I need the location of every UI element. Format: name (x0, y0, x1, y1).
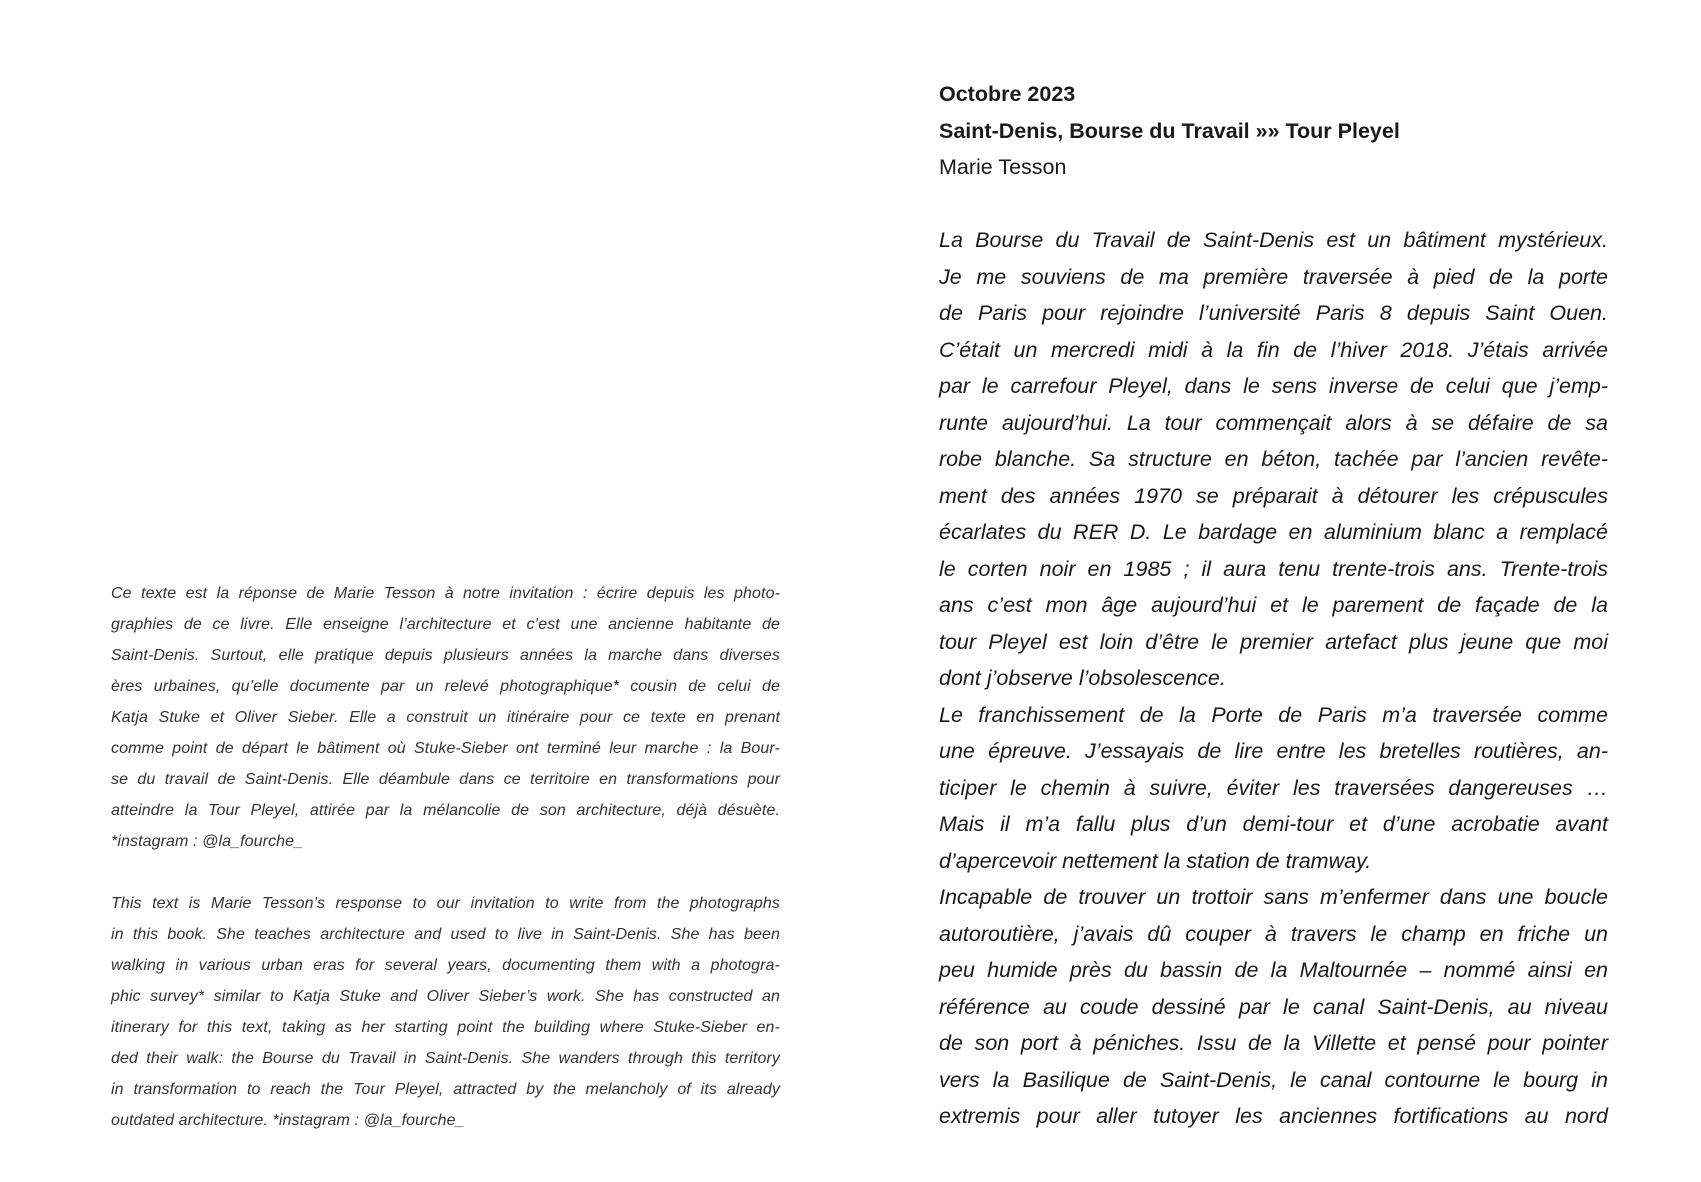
text-line: atteindre la Tour Pleyel, attirée par la mélancolie de son architecture, déjà désuète. (111, 802, 780, 819)
text-line: in this book. She teaches architecture and used to live in Saint-Denis. She has been (111, 926, 780, 943)
text-line: ans c’est mon âge aujourd’hui et le parement de façade de la (939, 593, 1608, 617)
text-line: C’était un mercredi midi à la fin de l’hiver 2018. J’étais arrivée (939, 337, 1608, 362)
text-line: ères urbaines, qu’elle documente par un relevé photographique* cousin de celui de (111, 678, 780, 695)
text-line: vers la Basilique de Saint-Denis, le canal contourne le bourg in (939, 1067, 1608, 1092)
text-line: phic survey* similar to Katja Stuke and Oliver Sieber’s work. She has constructed an (111, 988, 780, 1005)
text-line: Saint-Denis. Surtout, elle pratique depuis plusieurs années la marche dans diverses (111, 647, 780, 664)
intro-english (111, 888, 780, 1136)
article-date: Octobre 2023 (939, 82, 1076, 106)
article-body (939, 222, 1608, 1135)
text-line: graphies de ce livre. Elle enseigne l’architecture et c’est une ancienne habitante de (111, 616, 780, 633)
intro-note (111, 578, 780, 1136)
text-line: outdated architecture. *instagram : @la_fourche_ (111, 1112, 465, 1129)
text-line: Ce texte est la réponse de Marie Tesson à notre invitation : écrire depuis les photo- (111, 585, 780, 602)
article (939, 76, 1608, 1135)
text-line: référence au coude dessiné par le canal Saint-Denis, au niveau (939, 994, 1608, 1019)
text-line: tour Pleyel est loin d’être le premier artefact plus jeune que moi (939, 629, 1608, 654)
text-line: Incapable de trouver un trottoir sans m’enfermer dans une boucle (939, 885, 1608, 909)
text-line: peu humide près du bassin de la Maltournée – nommé ainsi en (939, 958, 1608, 982)
article-author: Marie Tesson (939, 155, 1067, 179)
text-line: robe blanche. Sa structure en béton, tachée par l’ancien revête- (939, 447, 1608, 471)
text-line: walking in various urban eras for several years, documenting them with a photogra- (111, 957, 780, 974)
text-line: itinerary for this text, taking as her starting point the building where Stuke-Sieber en- (111, 1019, 780, 1036)
text-line: se du travail de Saint-Denis. Elle déambule dans ce territoire en transformations pour (111, 771, 780, 788)
text-line: écarlates du RER D. Le bardage en aluminium blanc a remplacé (939, 520, 1608, 544)
text-line: ticiper le chemin à suivre, éviter les traversées dangereuses … (939, 775, 1608, 800)
text-line: Mais il m’a fallu plus d’un demi-tour et d’une acrobatie avant (939, 812, 1608, 836)
text-line: par le carrefour Pleyel, dans le sens inverse de celui que j’emp- (939, 374, 1608, 398)
text-line: dont j’observe l’obsolescence. (939, 666, 1226, 690)
text-line: de Paris pour rejoindre l’université Paris 8 depuis Saint Ouen. (939, 301, 1608, 325)
text-line: runte aujourd’hui. La tour commençait alors à se défaire de sa (939, 410, 1608, 435)
text-line: in transformation to reach the Tour Pleyel, attracted by the melancholy of its already (111, 1081, 780, 1098)
text-line: Je me souviens de ma première traversée à pied de la porte (939, 264, 1608, 289)
text-line: de son port à péniches. Issu de la Villette et pensé pour pointer (939, 1031, 1608, 1055)
text-line: une épreuve. J’essayais de lire entre les bretelles routières, an- (939, 739, 1608, 763)
article-title: Saint-Denis, Bourse du Travail »» Tour Pleyel (939, 118, 1400, 143)
text-line: Le franchissement de la Porte de Paris m’a traversée comme (939, 702, 1608, 727)
text-line: Katja Stuke et Oliver Sieber. Elle a construit un itinéraire pour ce texte en prenant (111, 709, 780, 726)
text-line: le corten noir en 1985 ; il aura tenu trente-trois ans. Trente-trois (939, 556, 1608, 581)
text-line: ded their walk: the Bourse du Travail in Saint-Denis. She wanders through this territory (111, 1050, 780, 1067)
text-line: d’apercevoir nettement la station de tramway. (939, 848, 1372, 873)
text-line: autoroutière, j’avais dû couper à travers le champ en friche un (939, 921, 1608, 946)
text-line: La Bourse du Travail de Saint-Denis est un bâtiment mystérieux. (939, 228, 1608, 252)
text-line: This text is Marie Tesson’s response to our invitation to write from the photographs (111, 895, 780, 912)
text-line: extremis pour aller tutoyer les anciennes fortifications au nord (939, 1104, 1608, 1128)
text-line: *instagram : @la_fourche_ (111, 833, 304, 850)
intro-french (111, 578, 780, 857)
text-line: ment des années 1970 se préparait à détourer les crépuscules (939, 483, 1608, 508)
text-line: comme point de départ le bâtiment où Stuke-Sieber ont terminé leur marche : la Bour- (111, 740, 780, 757)
